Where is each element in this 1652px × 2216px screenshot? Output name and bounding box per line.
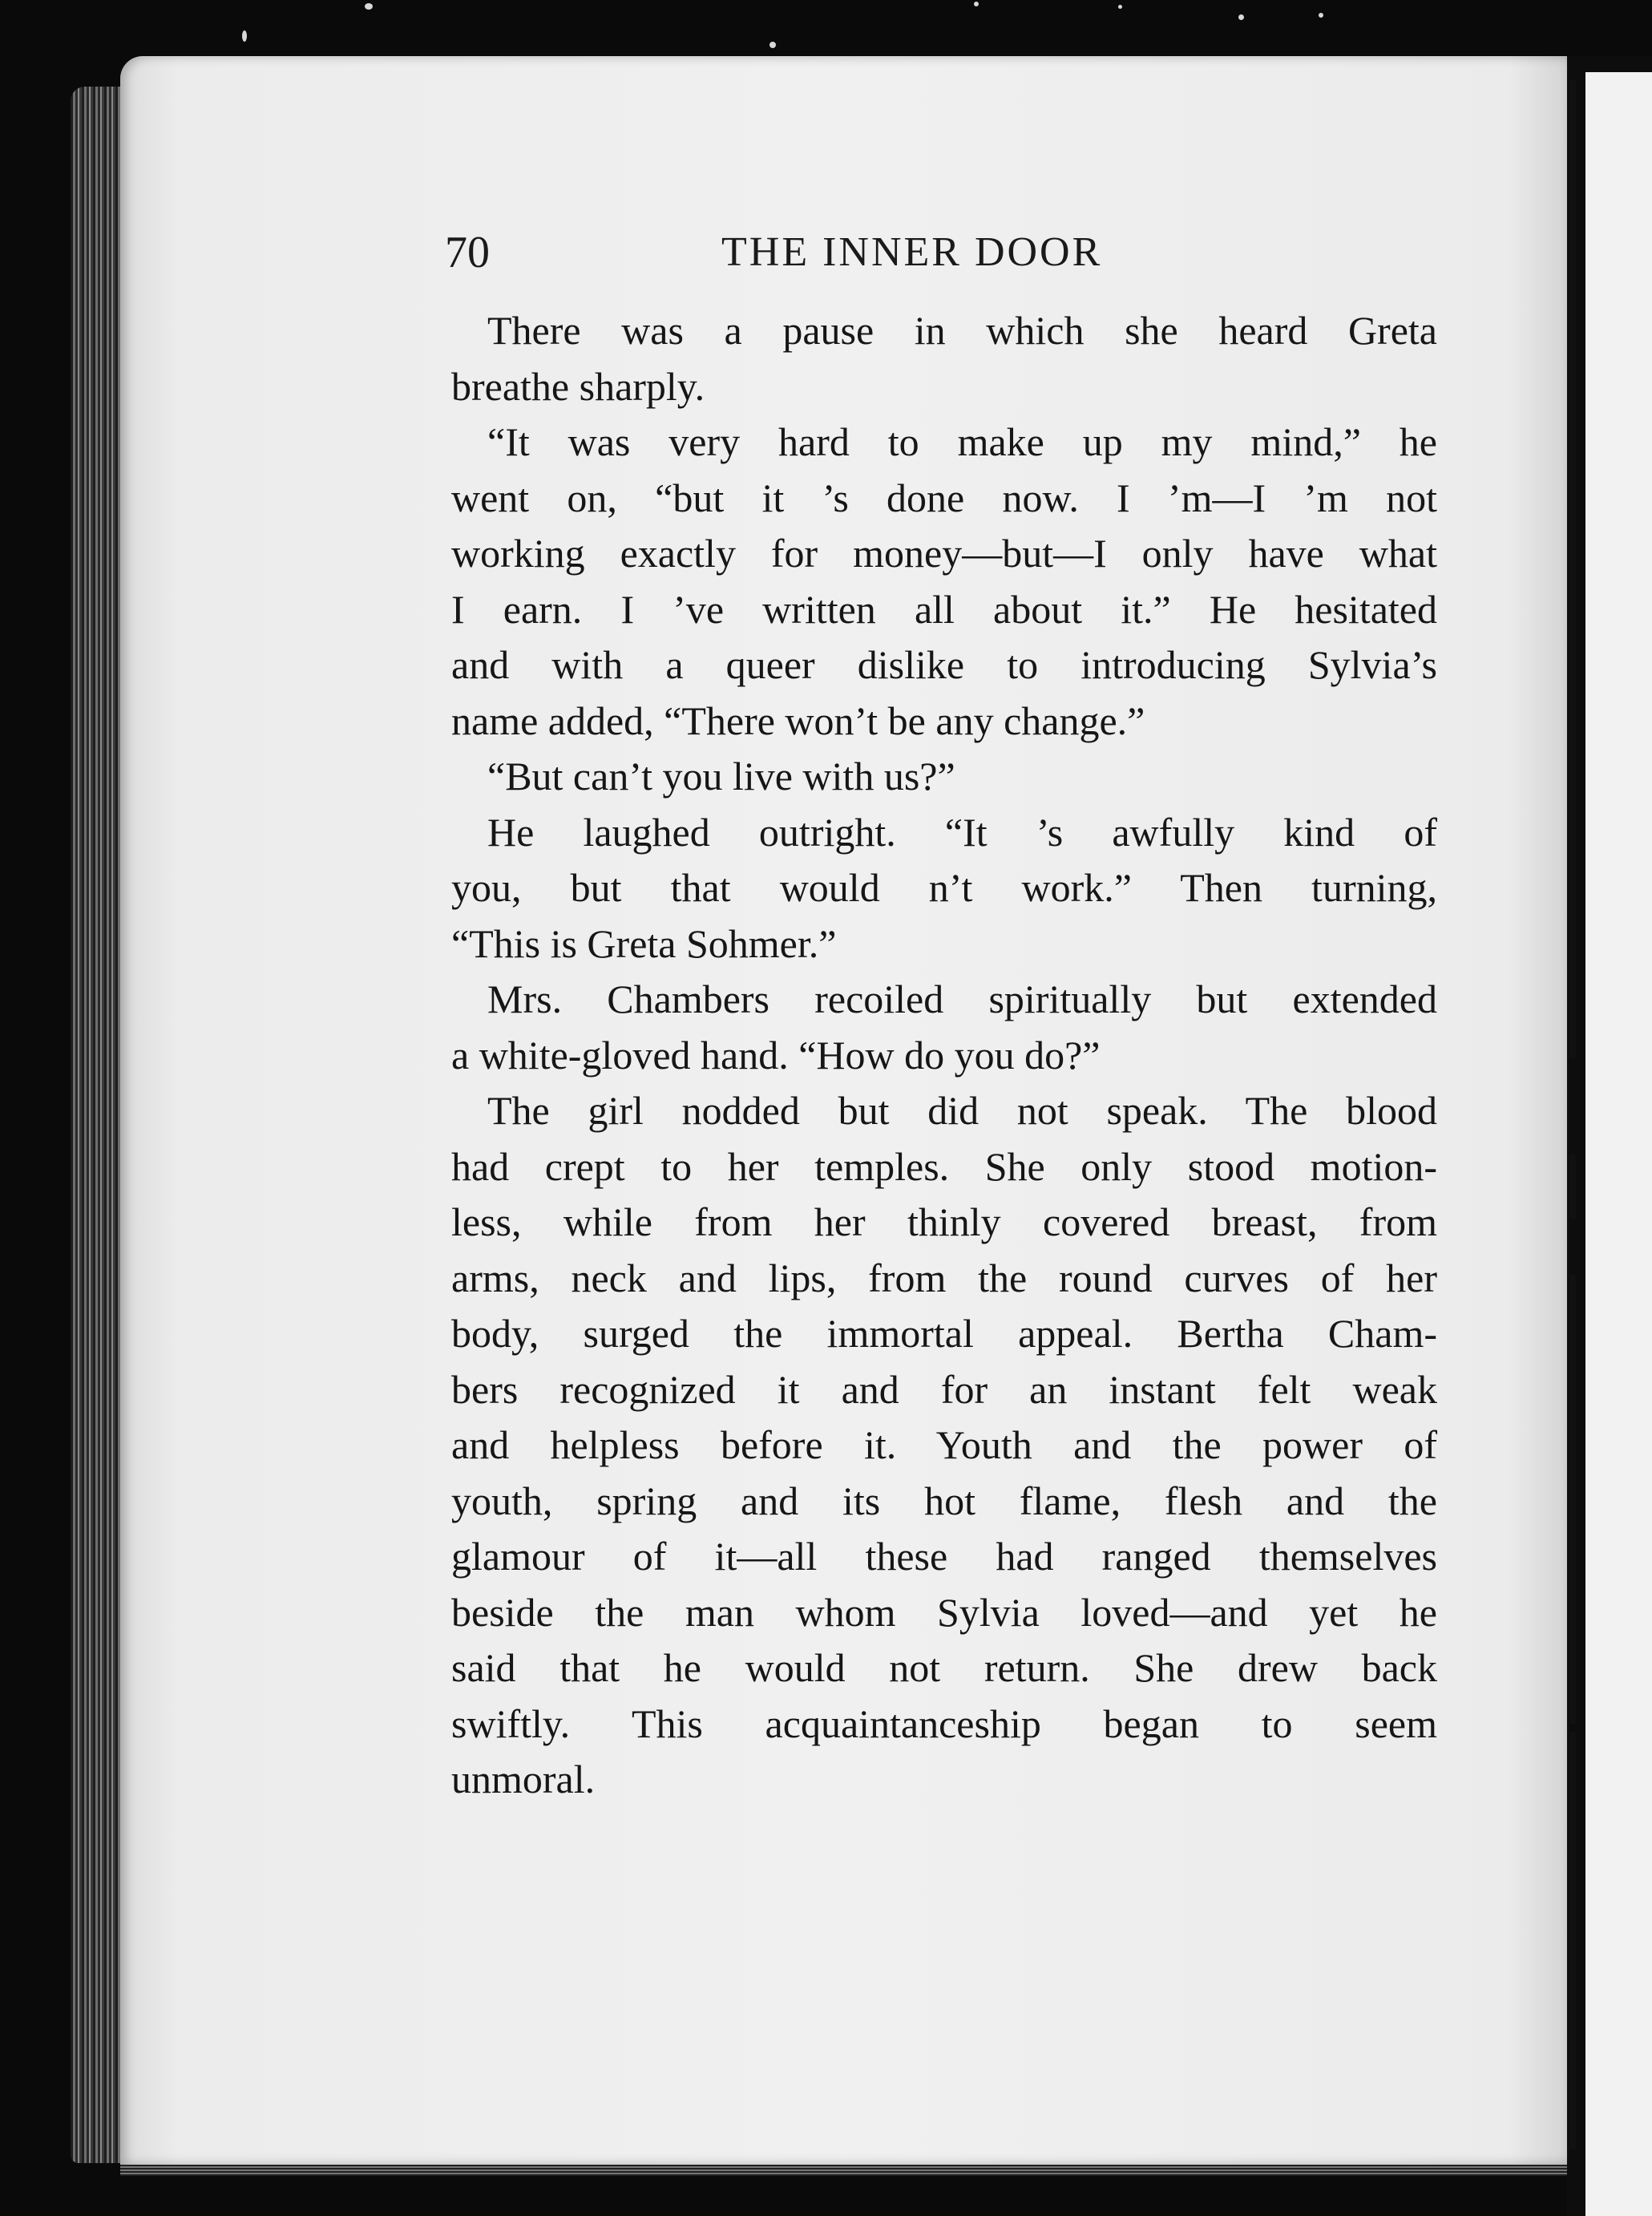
text-line: a white-gloved hand. “How do you do?” [451,1032,1101,1078]
text-line: youth, spring and its hot flame, flesh and the [451,1478,1437,1523]
text-line: working exactly for money—but—I only have what [451,531,1437,576]
book-page-bottom-edge [120,2165,1567,2176]
scan-speck [242,30,247,42]
text-line: you, but that would n’t work.” Then turning, [451,865,1437,910]
text-line: The girl nodded but did not speak. The blood [487,1088,1437,1133]
text-line: body, surged the immortal appeal. Bertha Cham- [451,1311,1437,1356]
text-line: name added, “There won’t be any change.” [451,698,1145,743]
gutter-shadow [1569,224,1576,722]
gutter-shadow [1569,1275,1576,1724]
text-line: unmoral. [451,1757,596,1802]
text-line: There was a pause in which she heard Greta [487,308,1437,353]
gutter-shadow [1569,706,1576,1058]
text-line: “But can’t you live with us?” [487,754,955,799]
running-title: THE INNER DOOR [721,229,1103,275]
text-line: beside the man whom Sylvia loved—and yet he [451,1589,1437,1635]
text-line: bers recognized it and for an instant felt weak [451,1366,1437,1412]
text-line: “It was very hard to make up my mind,” he [487,419,1437,464]
gutter-shadow [1569,1155,1576,1219]
scan-speck [1238,14,1244,20]
text-line: said that he would not return. She drew back [451,1645,1437,1690]
scan-speck [1118,5,1122,9]
scan-speck [1319,13,1323,18]
text-line: and helpless before it. Youth and the power of [451,1422,1437,1467]
text-line: had crept to her temples. She only stood motion- [451,1143,1437,1189]
text-line: swiftly. This acquaintanceship began to seem [451,1700,1437,1746]
text-line: breathe sharply. [451,363,705,409]
page-number: 70 [445,228,490,277]
text-line: He laughed outright. “It ’s awfully kind of [487,809,1437,855]
text-line: arms, neck and lips, from the round curves of her [451,1255,1437,1300]
gutter-shadow [1569,1732,1576,2149]
text-line: and with a queer dislike to introducing Sylvia’s [451,642,1437,687]
scan-speck [365,3,373,10]
text-line: I earn. I ’ve written all about it.” He hesitated [451,586,1437,632]
scan-speck [974,2,979,6]
body-text [451,303,1437,1808]
text-line: went on, “but it ’s done now. I ’m—I ’m not [451,475,1437,520]
page-header [445,226,1158,279]
text-line: less, while from her thinly covered breast, from [451,1199,1437,1244]
text-line: Mrs. Chambers recoiled spiritually but extended [487,977,1437,1021]
text-line: glamour of it—all these had ranged themselves [451,1534,1437,1579]
text-line: “This is Greta Sohmer.” [451,920,837,966]
scan-speck [769,42,776,48]
gutter-shadow [1569,80,1576,224]
facing-page-sliver [1585,72,1652,2216]
